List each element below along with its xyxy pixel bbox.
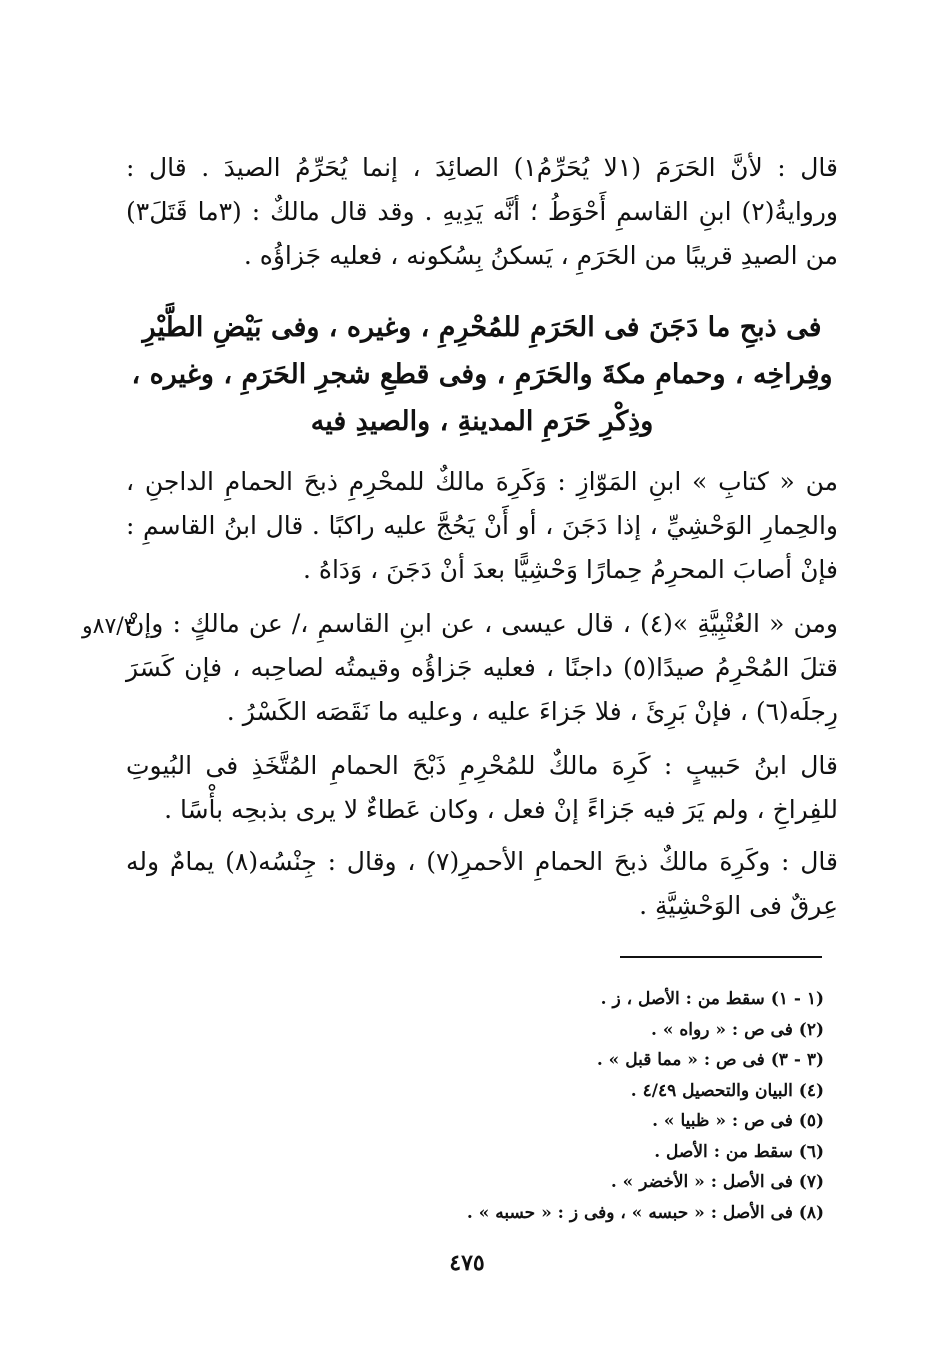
manuscript-folio-marker: ٨٧/٣و [82, 614, 136, 639]
paragraph-opening: قال : لأنَّ الحَرَمَ (١لا يُحَرِّمُ١) الصائِدَ ، إنما يُحَرِّمُ الصيدَ . قال : وروايةُ(٢) ابنِ القاسمِ أَحْوَطُ ؛ أنَّه يَدِيهِ . وقد قال مالكٌ : (٣ما قَتَلَ٣) من الصيدِ قريبًا من الحَرَمِ ، يَسكنُ بِسُكونه ، فعليه جَزاؤُه . [126, 153, 838, 270]
footnote-item: (٥) فى ص : « ظبيا » . [652, 1111, 824, 1131]
paragraph-red-pigeon: قال : وكَرِهَ مالكٌ ذبحَ الحمامِ الأحمرِ(٧) ، وقال : جِنْسُه(٨) يمامٌ وله عِرقٌ فى الوَحْشِيَّةِ . [126, 847, 838, 920]
footnote-item: (٤) البيان والتحصيل ٤/٤٩ . [630, 1080, 824, 1101]
footnote-separator [620, 956, 822, 958]
footnote-item: (٦) سقط من : الأصل . [654, 1141, 824, 1162]
paragraph-utbiyya: ومن « العُتْبِيَّةِ »(٤) ، قال عيسى ، عن ابنِ القاسمِ ،/ عن مالكٍ : وإنْ قتلَ المُحْرِمُ صيدًا(٥) داجنًا ، فعليه جَزاؤُه وقيمتُه لصاحِبه ، فإن كَسَرَ رِجلَه(٦) ، فإنْ بَرِئَ ، فلا جَزاءَ عليه ، وعليه ما نَقَصَه الكَسْرُ . [126, 609, 838, 726]
page-number: ٤٧٥ [449, 1250, 485, 1276]
footnote-item: (٣ - ٣) فى ص : « مما قبل » . [596, 1050, 824, 1070]
section-heading: فى ذبحِ ما دَجَنَ فى الحَرَمِ للمُحْرِمِ ، وغيره ، وفى بَيْضِ الطَّيْرِ وفِراخِه ، وحمامِ مكةَ والحَرَمِ ، وفى قطعِ شجرِ الحَرَمِ ، وغيره ، وذِكْرِ حَرَمِ المدينةِ ، والصيدِ فيه [131, 312, 833, 437]
footnote-item: (٨) فى الأصل : « حبسه » ، وفى ز : « حسبه » . [466, 1202, 824, 1223]
footnotes-list [224, 984, 824, 1228]
footnote-item: (١ - ١) سقط من : الأصل ، ز . [600, 989, 824, 1009]
paragraph-ibn-habib: قال ابنُ حَبيبٍ : كَرِهَ مالكٌ للمُحْرِمِ ذَبْحَ الحمامِ المُتَّخَذِ فى البُيوتِ للفِراخِ ، ولم يَرَ فيه جَزاءً إنْ فعل ، وكان عَطاءٌ لا يرى بذبحِه بأْسًا . [126, 751, 838, 824]
footnote-item: (٢) فى ص : « رواه » . [650, 1019, 824, 1040]
footnote-item: (٧) فى الأصل : « الأخضر » . [610, 1172, 824, 1192]
paragraph-ibn-al-mawwaz: من « كتابِ » ابنِ المَوّازِ : وَكَرِهَ مالكٌ للمحْرِمِ ذبحَ الحمامِ الداجنِ ، والحِمارِ الوَحْشِيِّ ، إذا دَجَنَ ، أو أَنْ يَحُجَّ عليه راكبًا . قال ابنُ القاسمِ : فإنْ أصابَ المحرِمُ حِمارًا وَحْشِيًّا بعدَ أنْ دَجَنَ ، وَدَاهُ . [126, 467, 838, 584]
